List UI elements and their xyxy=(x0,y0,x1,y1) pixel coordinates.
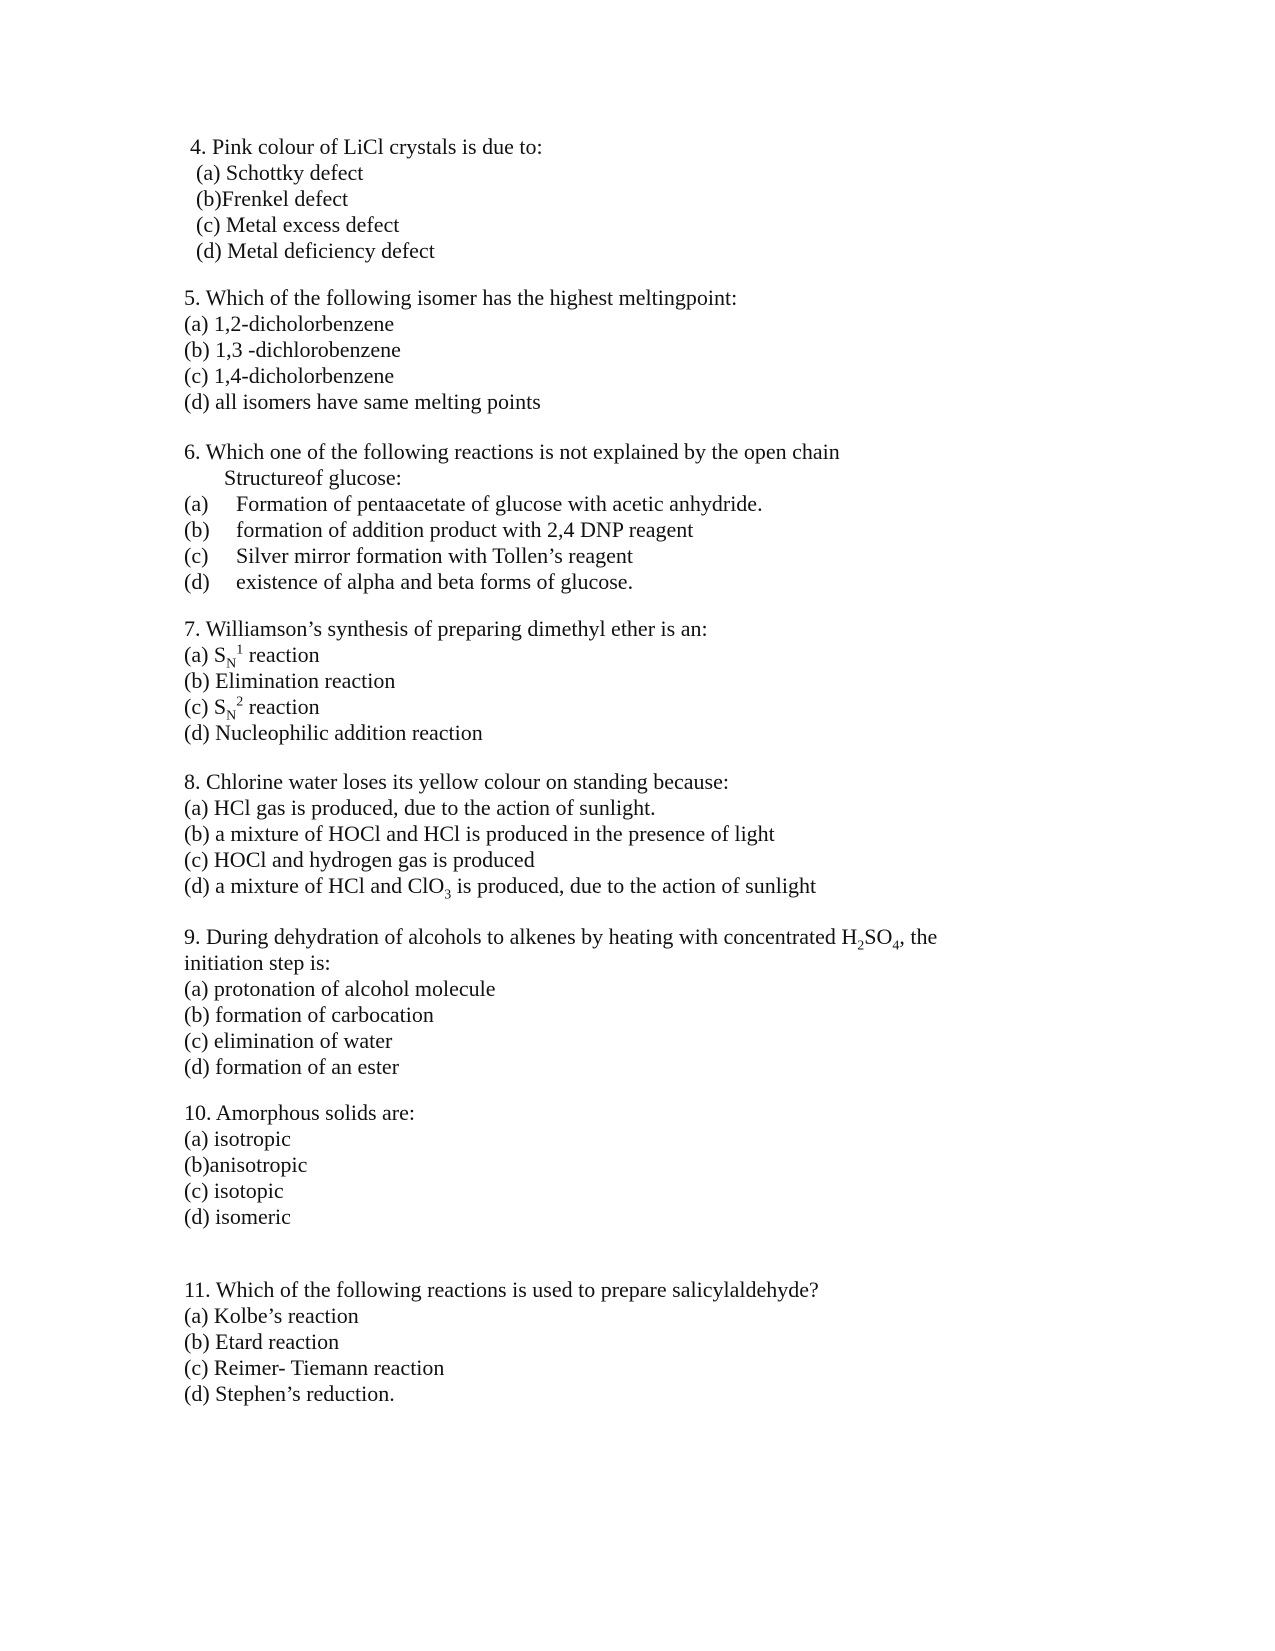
question-11: 11. Which of the following reactions is used to prepare salicylaldehyde? xyxy=(184,1277,819,1302)
q7-a-superscript: 1 xyxy=(236,642,244,658)
q7-option-b: (b) Elimination reaction xyxy=(184,668,396,693)
q8-option-a: (a) HCl gas is produced, due to the action of sunlight. xyxy=(184,795,656,820)
q5-option-a: (a) 1,2-dicholorbenzene xyxy=(184,311,395,336)
q8-option-d xyxy=(184,873,817,903)
q6-option-a xyxy=(184,491,763,517)
q7-c-superscript: 2 xyxy=(236,694,244,710)
q9-question-sub1: 2 xyxy=(857,938,865,954)
q6-option-c-label: (c) xyxy=(184,543,209,568)
q8-option-c: (c) HOCl and hydrogen gas is produced xyxy=(184,847,535,872)
q6-option-a-label: (a) xyxy=(184,491,209,516)
q4-option-a: (a) Schottky defect xyxy=(196,160,364,185)
q6-option-b-label: (b) xyxy=(184,517,210,542)
q11-option-c: (c) Reimer- Tiemann reaction xyxy=(184,1355,445,1380)
question-9-continued: initiation step is: xyxy=(184,950,331,975)
q9-option-b: (b) formation of carbocation xyxy=(184,1002,434,1027)
q6-option-b-text: formation of addition product with 2,4 DNP reagent xyxy=(236,517,694,542)
q8-d-prefix: (d) a mixture of HCl and ClO xyxy=(184,873,445,898)
q7-c-prefix: (c) S xyxy=(184,694,227,719)
q6-option-c-text: Silver mirror formation with Tollen’s reagent xyxy=(236,543,634,568)
q8-option-b: (b) a mixture of HOCl and HCl is produced in the presence of light xyxy=(184,821,775,846)
q7-a-suffix: reaction xyxy=(243,642,320,667)
question-6-continued: Structureof glucose: xyxy=(224,465,402,490)
q10-option-d: (d) isomeric xyxy=(184,1204,291,1229)
q7-a-subscript: N xyxy=(226,656,237,672)
question-5: 5. Which of the following isomer has the highest meltingpoint: xyxy=(184,285,738,310)
q7-option-c xyxy=(184,694,320,724)
q10-option-a: (a) isotropic xyxy=(184,1126,291,1151)
q8-d-suffix: is produced, due to the action of sunlight xyxy=(451,873,817,898)
q5-option-c: (c) 1,4-dicholorbenzene xyxy=(184,363,395,388)
q9-question-suffix: , the xyxy=(899,924,938,949)
q9-question-mid: SO xyxy=(864,924,893,949)
q10-option-c: (c) isotopic xyxy=(184,1178,284,1203)
q9-option-d: (d) formation of an ester xyxy=(184,1054,400,1079)
q5-option-b: (b) 1,3 -dichlorobenzene xyxy=(184,337,401,362)
q6-option-a-text: Formation of pentaacetate of glucose with acetic anhydride. xyxy=(236,491,763,516)
q6-option-c xyxy=(184,543,633,569)
q11-option-d: (d) Stephen’s reduction. xyxy=(184,1381,395,1406)
q7-option-a xyxy=(184,642,320,672)
q6-option-b xyxy=(184,517,693,543)
q8-d-subscript: 3 xyxy=(444,887,452,903)
question-4: 4. Pink colour of LiCl crystals is due to: xyxy=(190,134,543,159)
q9-question-prefix: 9. During dehydration of alcohols to alkenes by heating with concentrated H xyxy=(184,924,858,949)
q5-option-d: (d) all isomers have same melting points xyxy=(184,389,541,414)
q6-option-d-text: existence of alpha and beta forms of glucose. xyxy=(236,569,634,594)
q11-option-a: (a) Kolbe’s reaction xyxy=(184,1303,359,1328)
q9-question-sub2: 4 xyxy=(892,938,900,954)
q9-option-a: (a) protonation of alcohol molecule xyxy=(184,976,496,1001)
question-8: 8. Chlorine water loses its yellow colour on standing because: xyxy=(184,769,729,794)
q7-c-suffix: reaction xyxy=(243,694,320,719)
q7-option-d: (d) Nucleophilic addition reaction xyxy=(184,720,483,745)
q7-a-prefix: (a) S xyxy=(184,642,227,667)
q9-option-c: (c) elimination of water xyxy=(184,1028,393,1053)
q4-option-b: (b)Frenkel defect xyxy=(196,186,349,211)
q4-option-d: (d) Metal deficiency defect xyxy=(196,238,435,263)
q11-option-b: (b) Etard reaction xyxy=(184,1329,340,1354)
question-10: 10. Amorphous solids are: xyxy=(184,1100,415,1125)
q6-option-d-label: (d) xyxy=(184,569,210,594)
q6-option-d xyxy=(184,569,633,595)
q7-c-subscript: N xyxy=(226,708,237,724)
question-7: 7. Williamson’s synthesis of preparing dimethyl ether is an: xyxy=(184,616,708,641)
question-6: 6. Which one of the following reactions is not explained by the open chain xyxy=(184,439,840,464)
q4-option-c: (c) Metal excess defect xyxy=(196,212,400,237)
q10-option-b: (b)anisotropic xyxy=(184,1152,308,1177)
question-9 xyxy=(184,924,938,954)
